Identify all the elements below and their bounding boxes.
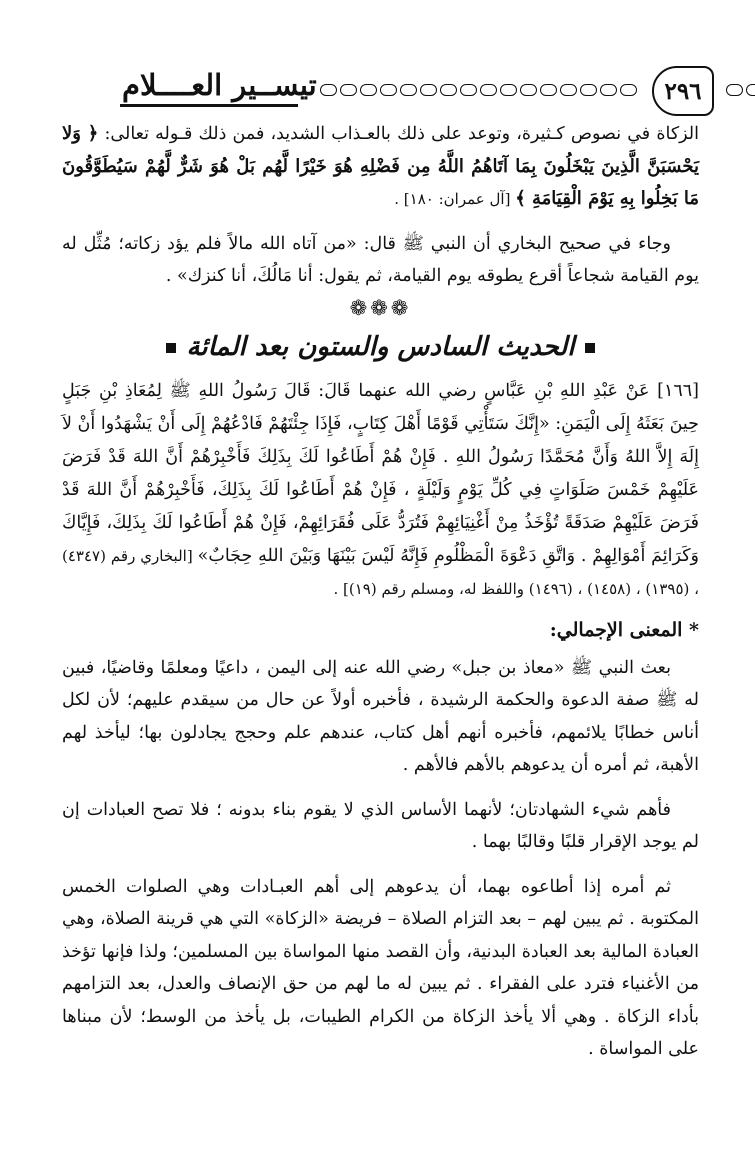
overview-paragraph-3: ثم أمره إذا أطاعوه بهما، أن يدعوهم إلى أهم العبـادات وهي الصلوات الخمس المكتوبة . ثم يبين لهم – بعد التزام الصلاة – فريضة «الزكاة» التي هي قرينة الصلاة، وهي العبادة المالية بعد العبادة البدنية، وأن القصد منها المواساة بين المسلمين؛ ولذا فإنها تؤخذ من الأغنياء فترد على الفقراء . ثم يبين له ما لهم من حق الإنصاف والعدل، بعد التزامهم بأداء الزكاة . وهي ألا يأخذ الزكاة من الكرام الطيبات، بل يأخذ من الوسط؛ لأن مبناها على المواساة .: [62, 876, 699, 1059]
page-number: ٢٩٦: [652, 66, 714, 116]
bukhari-paragraph: وجاء في صحيح البخاري أن النبي ﷺ قال: «من آتاه الله مالاً فلم يؤد زكاته؛ مُثِّل له يوم القيامة شجاعاً أقرع يطوقه يوم القيامة، ثم يقول: أنا مَالُكَ، أنا كنزك» .: [62, 233, 699, 286]
quran-verse: ﴿ وَلا يَحْسَبَنَّ الَّذِينَ يَبْخَلُونَ بِمَا آتَاهُمُ اللَّهُ مِن فَضْلِهِ هُوَ خَيْرًا لَّهُم بَلْ هُوَ شَرٌّ لَّهُمْ سَيُطَوَّقُونَ مَا بَخِلُوا بِهِ يَوْمَ الْقِيَامَةِ ﴾: [62, 123, 699, 209]
title-underline: [120, 104, 298, 107]
ornament-border: [320, 84, 637, 100]
hadith-text: [62, 375, 699, 606]
separator-ornament: ❁❁❁: [349, 295, 412, 320]
hadith-body: [١٦٦] عَنْ عَبْدِ اللهِ بْنِ عَبَّاسٍ رضي الله عنهما قَالَ: قَالَ رَسُولُ اللهِ ﷺ لِمُعَاذِ بْنِ جَبَلٍ حِينَ بَعَثَهُ إِلَى الْيَمَنِ: «إِنَّكَ سَتَأْتِي قَوْمًا أَهْلَ كِتَابٍ، فَإِذَا جِئْتَهُمْ فَادْعُهُمْ إِلَى أَنْ يَشْهَدُوا أَنْ لاَ إِلَهَ إِلاَّ اللهُ وَأَنَّ مُحَمَّدًا رَسُولُ اللهِ . فَإِنْ هُمْ أَطَاعُوا لَكَ بِذَلِكَ فَأَخْبِرْهُمْ أَنَّ اللهَ قَدْ فَرَضَ عَلَيْهِمْ خَمْسَ صَلَوَاتٍ فِي كُلِّ يَوْمٍ وَلَيْلَةٍ ، فَإِنْ هُمْ أَطَاعُوا لَكَ بِذَلِكَ، فَأَخْبِرْهُمْ أَنَّ اللهَ قَدْ فَرَضَ عَلَيْهِمْ صَدَقَةً تُؤْخَذُ مِنْ أَغْنِيَائِهِمْ فَتُرَدُّ عَلَى فُقَرَائِهِمْ، فَإِنْ هُمْ أَطَاعُوا لَكَ بِذَلِكَ، فَإِيَّاكَ وَكَرَائِمَ أَمْوَالِهِمْ . وَاتَّقِ دَعْوَةَ الْمَظْلُومِ فَإِنَّهُ لَيْسَ بَيْنَهَا وَبَيْنَ اللهِ حِجَابٌ»: [62, 380, 699, 566]
hadith-source: [البخاري رقم (٤٣٤٧) ، (١٣٩٥) ، (١٤٥٨) ، (١٤٩٦) واللفظ له، ومسلم رقم (١٩)] .: [62, 546, 699, 598]
page-header: [62, 0, 702, 118]
overview-paragraph-1: بعث النبي ﷺ «معاذ بن جبل» رضي الله عنه إلى اليمن ، داعيًا ومعلمًا وقاضيًا، فبين له ﷺ صفة الدعوة والحكمة الرشيدة ، فأخبره أولاً عن حال من سيقدم عليهم؛ لأن لكل أناس خطابًا يلائمهم، فأخبره أنهم أهل كتاب، عندهم علم وحجج يجادلون بها؛ ليأخذ لهم الأهبة، ثم أمره أن يدعوهم بالأهم فالأهم .: [62, 657, 699, 775]
ornament-border-right: [726, 84, 755, 100]
square-bullet-icon: [585, 343, 595, 353]
square-bullet-icon: [166, 343, 176, 353]
hadith-heading-text: الحديث السادس والستون بعد المائة: [186, 331, 575, 362]
overview-paragraph-2: فأهم شيء الشهادتان؛ لأنهما الأساس الذي لا يقوم بناء بدونه ؛ فلا تصح العبادات إن لم يوجد الإقرار قلبًا وقالبًا بهما .: [62, 799, 699, 852]
book-title: تيســير العــــلام: [122, 68, 317, 102]
hadith-heading: [62, 327, 699, 367]
intro-paragraph: [62, 118, 699, 216]
verse-reference: [آل عمران: ١٨٠] .: [394, 190, 516, 208]
page-content: [62, 118, 699, 1066]
overview-heading: * المعنى الإجمالي:: [549, 618, 699, 641]
intro-text: الزكاة في نصوص كـثيرة، وتوعد على ذلك بالعـذاب الشديد، فمن ذلك قـوله تعالى:: [98, 124, 699, 144]
